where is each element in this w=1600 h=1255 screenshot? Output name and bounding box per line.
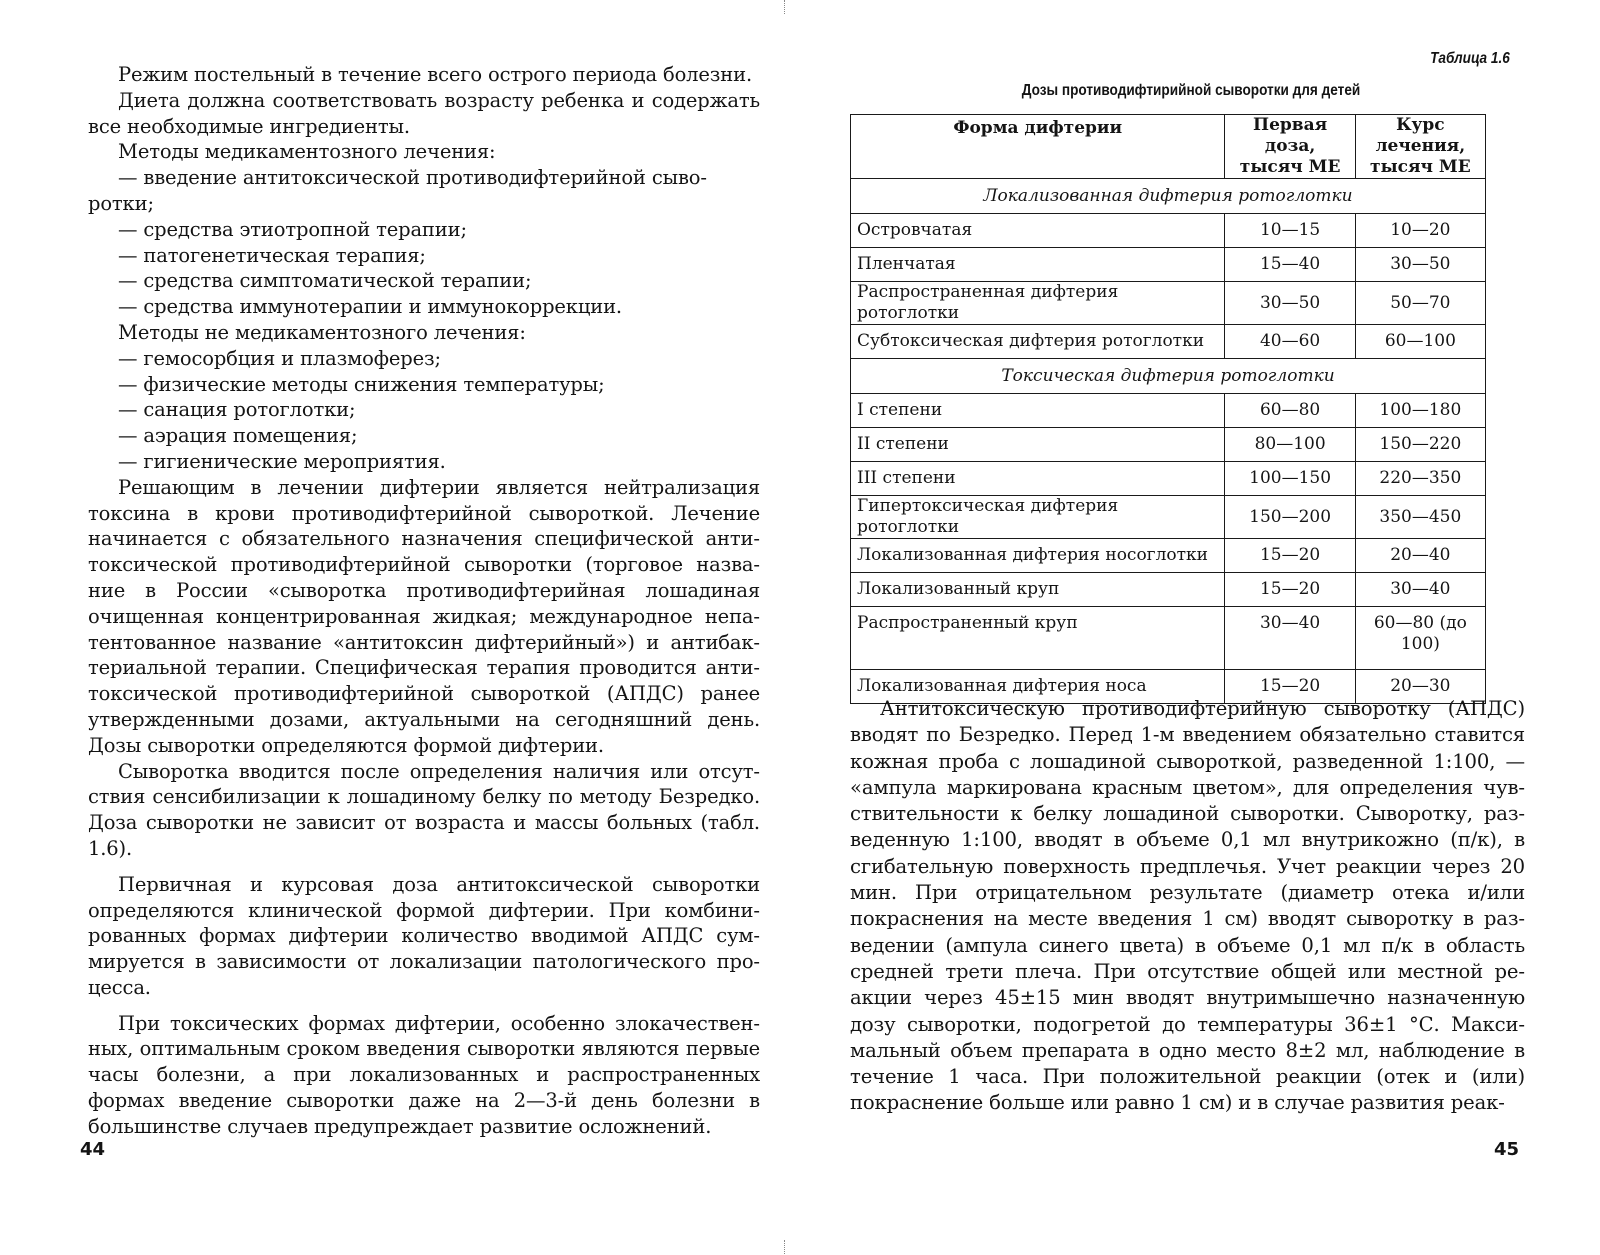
form-cell: Распространенный круп bbox=[851, 607, 1225, 670]
course-cell: 20—30 bbox=[1355, 670, 1485, 704]
first-dose-cell: 30—40 bbox=[1225, 607, 1355, 670]
course-cell: 150—220 bbox=[1355, 428, 1485, 462]
course-cell: 100—180 bbox=[1355, 394, 1485, 428]
form-cell: Распространенная дифтерия ротоглотки bbox=[851, 282, 1225, 325]
course-cell: 50—70 bbox=[1355, 282, 1485, 325]
right-body-text bbox=[850, 696, 1525, 1117]
section-title: Токсическая дифтерия ротоглотки bbox=[851, 359, 1486, 394]
table-title: Дозы противодифтирийной сыворотки для детей bbox=[1021, 82, 1361, 99]
paragraph: — патогенетическая терапия; bbox=[118, 243, 426, 267]
first-dose-cell: 10—15 bbox=[1225, 214, 1355, 248]
first-dose-cell: 150—200 bbox=[1225, 496, 1355, 539]
paragraph: — средства этиотропной терапии; bbox=[118, 217, 467, 241]
left-body-text bbox=[88, 62, 760, 1140]
course-cell: 60—100 bbox=[1355, 325, 1485, 359]
form-cell: Гипертоксическая дифтерия ротоглотки bbox=[851, 496, 1225, 539]
section-title: Локализованная дифтерия ротоглотки bbox=[851, 179, 1486, 214]
table-row bbox=[851, 282, 1486, 325]
table-row bbox=[851, 394, 1486, 428]
page-number-right: 45 bbox=[1494, 1139, 1520, 1160]
form-cell: Субтоксическая дифтерия ротоглотки bbox=[851, 325, 1225, 359]
form-cell: Островчатая bbox=[851, 214, 1225, 248]
table-section-row bbox=[851, 359, 1486, 394]
form-cell: Локализованная дифтерия носа bbox=[851, 670, 1225, 704]
table-row bbox=[851, 539, 1486, 573]
right-page bbox=[800, 0, 1600, 1255]
page-number-left: 44 bbox=[80, 1139, 106, 1160]
paragraph: — аэрация помещения; bbox=[118, 424, 358, 448]
paragraph: Первичная и курсовая доза антитоксической сыворотки определяются клинической формой дифтерии. При комбинированных формах дифтерии количество вводимой АПДС суммируется в зависимости от локализации патологического процесса. bbox=[88, 872, 760, 999]
first-dose-cell: 15—40 bbox=[1225, 248, 1355, 282]
course-cell: 20—40 bbox=[1355, 539, 1485, 573]
form-cell: Локализованная дифтерия носоглотки bbox=[851, 539, 1225, 573]
course-cell: 220—350 bbox=[1355, 462, 1485, 496]
table-row bbox=[851, 607, 1486, 670]
course-cell: 10—20 bbox=[1355, 214, 1485, 248]
first-dose-cell: 30—50 bbox=[1225, 282, 1355, 325]
course-cell: 60—80 (до 100) bbox=[1355, 607, 1485, 670]
paragraph: — санация ротоглотки; bbox=[118, 398, 356, 422]
course-cell: 30—40 bbox=[1355, 573, 1485, 607]
paragraph: — введение антитоксической противодифтерийной сыворотки; bbox=[88, 166, 707, 215]
table-header-cell: Форма дифтерии bbox=[851, 115, 1225, 179]
table-row bbox=[851, 428, 1486, 462]
paragraph: — гемосорбция и плазмоферез; bbox=[118, 346, 441, 370]
table-section-row bbox=[851, 179, 1486, 214]
table-row bbox=[851, 325, 1486, 359]
first-dose-cell: 40—60 bbox=[1225, 325, 1355, 359]
table-caption: Таблица 1.6 bbox=[1430, 50, 1510, 67]
first-dose-cell: 60—80 bbox=[1225, 394, 1355, 428]
paragraph: — средства иммунотерапии и иммунокоррекции. bbox=[118, 295, 622, 319]
course-cell: 350—450 bbox=[1355, 496, 1485, 539]
first-dose-cell: 100—150 bbox=[1225, 462, 1355, 496]
table-header-row bbox=[851, 115, 1486, 179]
form-cell: I степени bbox=[851, 394, 1225, 428]
paragraph: — физические методы снижения температуры; bbox=[118, 372, 605, 396]
first-dose-cell: 15—20 bbox=[1225, 539, 1355, 573]
table-row bbox=[851, 573, 1486, 607]
paragraph: Методы не медикаментозного лечения: bbox=[118, 320, 526, 344]
table-row bbox=[851, 462, 1486, 496]
table-header-cell: Первая доза, тысяч МЕ bbox=[1225, 115, 1355, 179]
form-cell: Локализованный круп bbox=[851, 573, 1225, 607]
table-row bbox=[851, 496, 1486, 539]
course-cell: 30—50 bbox=[1355, 248, 1485, 282]
form-cell: II степени bbox=[851, 428, 1225, 462]
table-row bbox=[851, 214, 1486, 248]
paragraph: Антитоксическую противодифтерийную сыворотку (АПДС) вводят по Безредко. Перед 1-м введением обязательно ставится кожная проба с лошадиной сывороткой, разведенной 1:100, — «ампула маркирована красным цветом», для определения чувствительности к белку лошадиной сыворотки. Сыворотку, разведенную 1:100, вводят в объеме 0,1 мл внутрикожно (п/к), в сгибательную поверхность предплечья. Учет реакции через 20 мин. При отрицательном результате (диаметр отека и/или покраснения на месте введения 1 см) вводят сыворотку в разведении (ампула синего цвета) в объеме 0,1 мл п/к в область средней трети плеча. При отсутствие общей или местной реакции через 45±15 мин вводят внутримышечно назначенную дозу сыворотки, подогретой до температуры 36±1 °С. Максимальный объем препарата в одно место 8±2 мл, наблюдение в течение 1 часа. При положительной реакции (отек и (или) покраснение больше или равно 1 см) и в случае развития реак- bbox=[850, 697, 1525, 1115]
doses-table bbox=[850, 114, 1486, 704]
paragraph: При токсических формах дифтерии, особенно злокачественных, оптимальным сроком введения сыворотки являются первые часы болезни, а при локализованных и распространенных формах введение сыворотки даже на 2—3-й день болезни в большинстве случаев предупреждает развитие осложнений. bbox=[88, 1011, 760, 1138]
paragraph: — средства симптоматической терапии; bbox=[118, 269, 532, 293]
first-dose-cell: 15—20 bbox=[1225, 670, 1355, 704]
form-cell: Пленчатая bbox=[851, 248, 1225, 282]
first-dose-cell: 15—20 bbox=[1225, 573, 1355, 607]
form-cell: III степени bbox=[851, 462, 1225, 496]
table-header-cell: Курс лечения, тысяч МЕ bbox=[1355, 115, 1485, 179]
paragraph: Диета должна соответствовать возрасту ребенка и содержать все необходимые ингредиенты. bbox=[88, 88, 760, 138]
paragraph: Сыворотка вводится после определения наличия или отсутствия сенсибилизации к лошадиному белку по методу Безредко. Доза сыворотки не зависит от возраста и массы больных (табл. 1.6). bbox=[88, 759, 760, 860]
first-dose-cell: 80—100 bbox=[1225, 428, 1355, 462]
paragraph: Режим постельный в течение всего острого периода болезни. bbox=[118, 63, 753, 86]
table-row bbox=[851, 248, 1486, 282]
paragraph: — гигиенические мероприятия. bbox=[118, 449, 446, 473]
paragraph: Решающим в лечении дифтерии является нейтрализация токсина в крови противодифтерийной сывороткой. Лечение начинается с обязательного назначения специфической антитоксической противодифтерийной сыворотки (торговое название в России «сыворотка противодифтерийная лошадиная очищенная концентрированная жидкая; международное непатентованное название «антитоксин дифтерийный») и антибактериальной терапии. Специфическая терапия проводится антитоксической противодифтерийной сывороткой (АПДС) ранее утвержденными дозами, актуальными на сегодняшний день. Дозы сыворотки определяются формой дифтерии. bbox=[88, 475, 760, 757]
paragraph: Методы медикаментозного лечения: bbox=[118, 140, 496, 164]
